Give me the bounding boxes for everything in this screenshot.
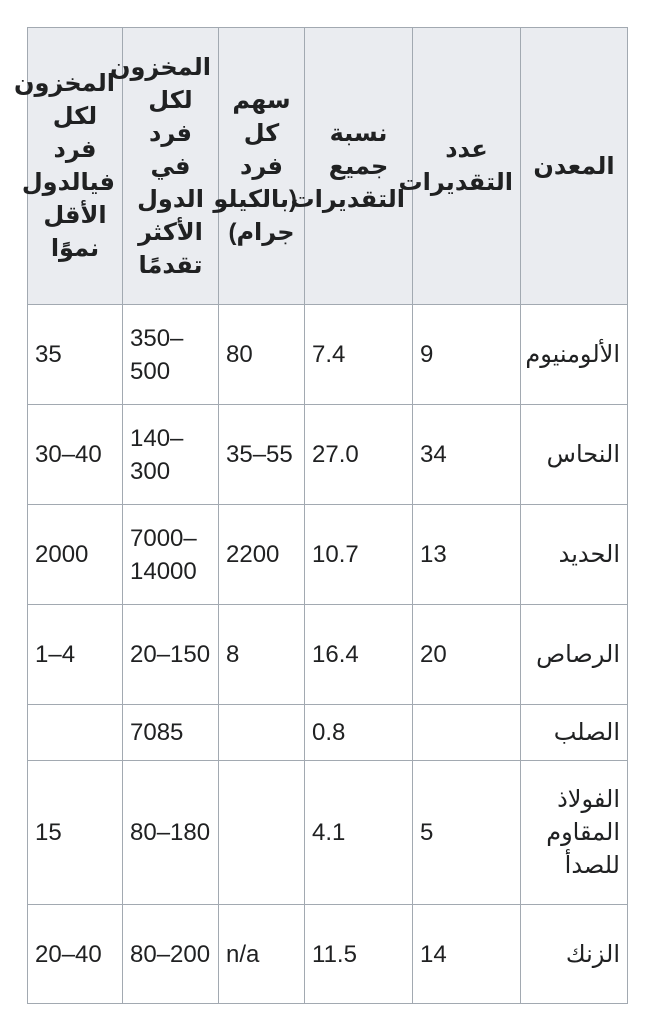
developed-stock: 80–200 <box>123 905 219 1004</box>
estimate-share: 27.0 <box>305 405 413 505</box>
per-capita-share: 80 <box>219 305 305 405</box>
developed-stock: 350–500 <box>123 305 219 405</box>
developed-stock: 80–180 <box>123 761 219 905</box>
header-estimate-count: عدد التقديرات <box>413 28 521 305</box>
estimate-share: 11.5 <box>305 905 413 1004</box>
table-row <box>28 761 628 905</box>
per-capita-share: 35–55 <box>219 405 305 505</box>
header-developed-stock: المخزون لكل فرد في الدول الأكثر تقدمًا <box>123 28 219 305</box>
estimate-count <box>413 705 521 761</box>
developing-stock: 20–40 <box>28 905 123 1004</box>
estimate-share: 10.7 <box>305 505 413 605</box>
developing-stock: 35 <box>28 305 123 405</box>
estimate-count: 9 <box>413 305 521 405</box>
estimate-count: 34 <box>413 405 521 505</box>
developed-stock: 7000–14000 <box>123 505 219 605</box>
header-metal: المعدن <box>521 28 628 305</box>
header-estimate-share: نسبة جميع التقديرات <box>305 28 413 305</box>
metal-name: الحديد <box>521 505 628 605</box>
estimate-share: 0.8 <box>305 705 413 761</box>
metal-name: الرصاص <box>521 605 628 705</box>
table-row <box>28 405 628 505</box>
table-row <box>28 305 628 405</box>
metal-name: الزنك <box>521 905 628 1004</box>
developing-stock: 1–4 <box>28 605 123 705</box>
per-capita-share: 8 <box>219 605 305 705</box>
estimate-count: 20 <box>413 605 521 705</box>
metal-name: النحاس <box>521 405 628 505</box>
estimate-share: 16.4 <box>305 605 413 705</box>
per-capita-share <box>219 761 305 905</box>
developed-stock: 140–300 <box>123 405 219 505</box>
estimate-count: 13 <box>413 505 521 605</box>
table-row <box>28 905 628 1004</box>
developing-stock: 15 <box>28 761 123 905</box>
per-capita-share: n/a <box>219 905 305 1004</box>
per-capita-share: 2200 <box>219 505 305 605</box>
metal-name: الصلب <box>521 705 628 761</box>
per-capita-share <box>219 705 305 761</box>
table-row <box>28 605 628 705</box>
metal-stocks-table <box>14 27 628 1004</box>
metal-name: الفولاذ المقاوم للصدأ <box>521 761 628 905</box>
estimate-count: 14 <box>413 905 521 1004</box>
developing-stock: 2000 <box>28 505 123 605</box>
estimate-share: 7.4 <box>305 305 413 405</box>
developed-stock: 7085 <box>123 705 219 761</box>
estimate-count: 5 <box>413 761 521 905</box>
developing-stock <box>28 705 123 761</box>
metal-name: الألومنيوم <box>521 305 628 405</box>
header-row <box>28 28 628 305</box>
header-developing-stock: المخزون لكل فرد فيالدول الأقل نموًا <box>28 28 123 305</box>
developed-stock: 20–150 <box>123 605 219 705</box>
table-row <box>28 505 628 605</box>
developing-stock: 30–40 <box>28 405 123 505</box>
header-per-capita-share: سهم كل فرد (بالكيلو جرام) <box>219 28 305 305</box>
table-row <box>28 705 628 761</box>
estimate-share: 4.1 <box>305 761 413 905</box>
